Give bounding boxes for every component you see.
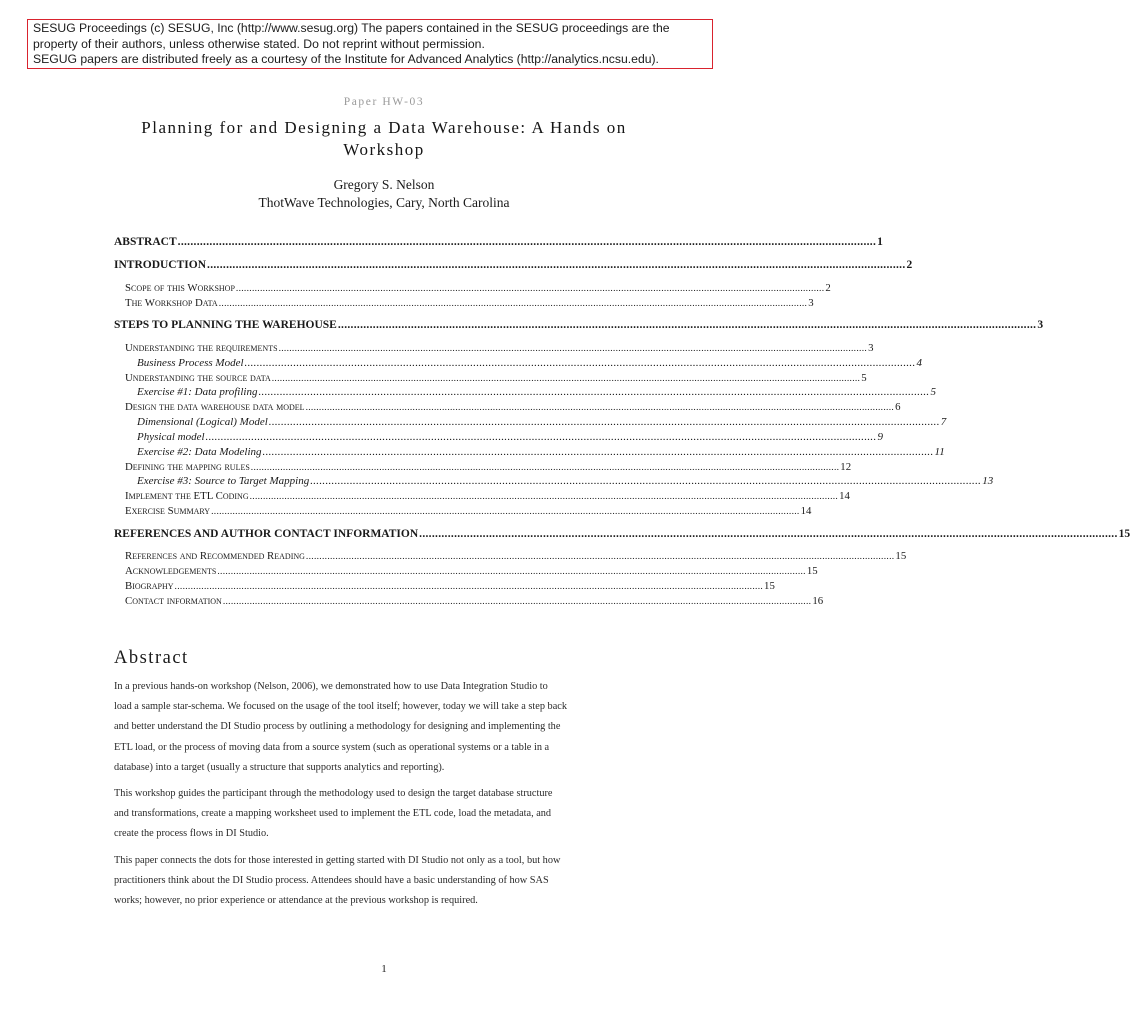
toc-dot-leader: ............................................................................................................................................................................................................................ [250, 463, 840, 473]
notice-line: property of their authors, unless otherwise stated. Do not reprint without permission. [33, 36, 485, 51]
toc-dot-leader: ............................................................................................................................................................................................................................ [278, 344, 868, 354]
toc-entry-label: REFERENCES AND AUTHOR CONTACT INFORMATION [114, 528, 419, 540]
toc-entry-label: Understanding the requirements [125, 342, 278, 354]
abstract-line: works; however, no prior experience or attendance at the previous workshop is required. [114, 895, 478, 907]
toc-entry-label: Exercise #2: Data Modeling [137, 446, 262, 458]
toc-entry-page: 7 [940, 416, 947, 428]
toc-dot-leader: ............................................................................................................................................................................................................................ [249, 492, 839, 502]
toc-entry-label: References and Recommended Reading [125, 550, 305, 562]
toc-entry[interactable] [114, 259, 913, 271]
toc-entry[interactable] [114, 475, 994, 487]
toc-entry-page: 15 [895, 550, 907, 562]
author-name: Gregory S. Nelson [333, 177, 435, 192]
toc-dot-leader: ............................................................................................................................................................................................................................ [271, 374, 861, 384]
toc-entry[interactable] [114, 446, 945, 458]
notice-line: SESUG Proceedings (c) SESUG, Inc (http://www.sesug.org) The papers contained in the SESUG proceedings are the [33, 21, 670, 35]
toc-entry-label: Exercise #1: Data profiling [137, 386, 258, 398]
toc-entry-page: 15 [764, 580, 775, 592]
toc-entry-label: Defining the mapping rules [125, 461, 250, 473]
toc-entry-page: 2 [906, 259, 913, 271]
toc-entry[interactable] [114, 236, 883, 248]
toc-dot-leader: ............................................................................................................................................................................................................................ [268, 416, 940, 428]
toc-dot-leader: ............................................................................................................................................................................................................................ [337, 319, 1037, 331]
toc-entry[interactable] [114, 580, 775, 592]
toc-entry[interactable] [114, 372, 867, 384]
toc-entry[interactable] [114, 505, 812, 517]
toc-entry[interactable] [114, 461, 852, 473]
toc-dot-leader: ............................................................................................................................................................................................................................ [235, 284, 825, 294]
toc-entry-page: 15 [1118, 528, 1130, 540]
toc-entry[interactable] [114, 595, 824, 607]
toc-entry[interactable] [114, 431, 884, 443]
toc-dot-leader: ............................................................................................................................................................................................................................ [258, 386, 930, 398]
toc-entry[interactable] [114, 282, 831, 294]
toc-entry-label: Understanding the source data [125, 372, 271, 384]
toc-entry-page: 3 [808, 297, 814, 309]
toc-dot-leader: ............................................................................................................................................................................................................................ [244, 357, 916, 369]
toc-entry-page: 1 [877, 236, 883, 248]
toc-entry-label: Implement the ETL Coding [125, 490, 249, 502]
toc-entry[interactable] [114, 297, 814, 309]
toc-entry-label: ABSTRACT [114, 236, 177, 248]
toc-dot-leader: ............................................................................................................................................................................................................................ [305, 552, 895, 562]
toc-entry-page: 3 [868, 342, 874, 354]
toc-entry-label: Physical model [137, 431, 205, 443]
toc-entry-page: 2 [825, 282, 831, 294]
toc-entry-page: 3 [1037, 319, 1044, 331]
toc-entry-page: 5 [861, 372, 867, 384]
abstract-line: This paper connects the dots for those interested in getting started with DI Studio not only as a tool, but how [114, 854, 561, 866]
toc-entry-label: Business Process Model [137, 357, 244, 369]
toc-entry-label: INTRODUCTION [114, 259, 207, 271]
toc-entry-page: 15 [806, 565, 818, 577]
toc-entry-label: Biography [125, 580, 174, 592]
abstract-paragraph [114, 784, 659, 845]
toc-entry-page: 11 [934, 446, 945, 458]
toc-entry[interactable] [114, 565, 818, 577]
abstract-line: ETL load, or the process of moving data from a source system (such as operational systems or a table in a [114, 741, 550, 753]
author-block [0, 176, 768, 212]
toc-entry-label: Design the data warehouse data model [125, 401, 305, 413]
toc-dot-leader: ............................................................................................................................................................................................................................ [310, 475, 982, 487]
abstract-line: practitioners think about the DI Studio process. Attendees should have a basic understanding of how SAS [114, 874, 549, 886]
toc-entry-page: 6 [895, 401, 901, 413]
toc-entry-page: 5 [930, 386, 936, 398]
toc-entry-label: Scope of this Workshop [125, 282, 235, 294]
toc-entry-page: 16 [812, 595, 824, 607]
toc-dot-leader: ............................................................................................................................................................................................................................ [174, 582, 764, 592]
toc-entry-page: 9 [877, 431, 884, 443]
toc-dot-leader: ............................................................................................................................................................................................................................ [305, 403, 895, 413]
abstract-line: In a previous hands-on workshop (Nelson, 2006), we demonstrated how to use Data Integration Studio to [114, 681, 548, 692]
abstract-line: create the process flows in DI Studio. [114, 828, 269, 840]
toc-entry[interactable] [114, 490, 850, 502]
abstract-line: and transformations, create a mapping worksheet used to implement the ETL code, load the metadata, and [114, 808, 552, 820]
toc-entry-label: Acknowledgements [125, 565, 217, 577]
toc-entry[interactable] [114, 319, 1044, 331]
toc-entry[interactable] [114, 401, 901, 413]
abstract-line: database) into a target (usually a structure that supports analytics and reporting). [114, 761, 445, 773]
author-affiliation: ThotWave Technologies, Cary, North Carolina [258, 195, 510, 210]
abstract-heading: Abstract [114, 648, 189, 668]
toc-dot-leader: ............................................................................................................................................................................................................................ [211, 507, 800, 517]
toc-entry-label: Dimensional (Logical) Model [137, 416, 268, 428]
toc-entry-page: 4 [916, 357, 923, 369]
toc-entry[interactable] [114, 528, 1130, 540]
toc-entry-label: Exercise Summary [125, 505, 211, 517]
abstract-body [114, 677, 659, 917]
toc-entry-page: 13 [982, 475, 994, 487]
paper-title: Planning for and Designing a Data Warehouse: A Hands on Workshop [141, 118, 627, 159]
toc-dot-leader: ............................................................................................................................................................................................................................ [205, 431, 877, 443]
abstract-paragraph [114, 851, 659, 912]
toc-entry-label: The Workshop Data [125, 297, 218, 309]
abstract-line: load a sample star-schema. We focused on the usage of the tool itself; however, today we will take a step back [114, 701, 567, 713]
copyright-notice [27, 19, 713, 69]
toc-entry[interactable] [114, 416, 947, 428]
paper-id: Paper HW-03 [343, 96, 425, 108]
toc-dot-leader: ............................................................................................................................................................................................................................ [218, 299, 808, 309]
toc-dot-leader: ............................................................................................................................................................................................................................ [207, 259, 906, 271]
toc-entry-page: 14 [839, 490, 850, 502]
toc-entry[interactable] [114, 357, 923, 369]
abstract-paragraph [114, 677, 659, 778]
toc-dot-leader: ............................................................................................................................................................................................................................ [262, 446, 934, 458]
toc-entry[interactable] [114, 342, 874, 354]
abstract-line: This workshop guides the participant through the methodology used to design the target database structure [114, 788, 553, 800]
toc-entry-label: Exercise #3: Source to Target Mapping [137, 475, 310, 487]
toc-dot-leader: ............................................................................................................................................................................................................................ [217, 567, 806, 577]
notice-line: SEGUG papers are distributed freely as a courtesy of the Institute for Advanced Analytics (http://analytics.ncsu.edu). [33, 52, 659, 66]
toc-entry[interactable] [114, 386, 936, 398]
toc-entry-page: 14 [800, 505, 812, 517]
toc-entry-page: 12 [840, 461, 852, 473]
toc-dot-leader: ............................................................................................................................................................................................................................ [177, 236, 877, 248]
abstract-line: and better understand the DI Studio process by outlining a methodology for designing and implementing the [114, 721, 561, 733]
page-number: 1 [381, 963, 387, 975]
toc-entry[interactable] [114, 550, 907, 562]
toc-entry-label: Contact information [125, 595, 222, 607]
toc-entry-label: STEPS TO PLANNING THE WAREHOUSE [114, 319, 337, 331]
toc-dot-leader: ............................................................................................................................................................................................................................ [419, 528, 1118, 540]
toc-dot-leader: ............................................................................................................................................................................................................................ [222, 597, 812, 607]
